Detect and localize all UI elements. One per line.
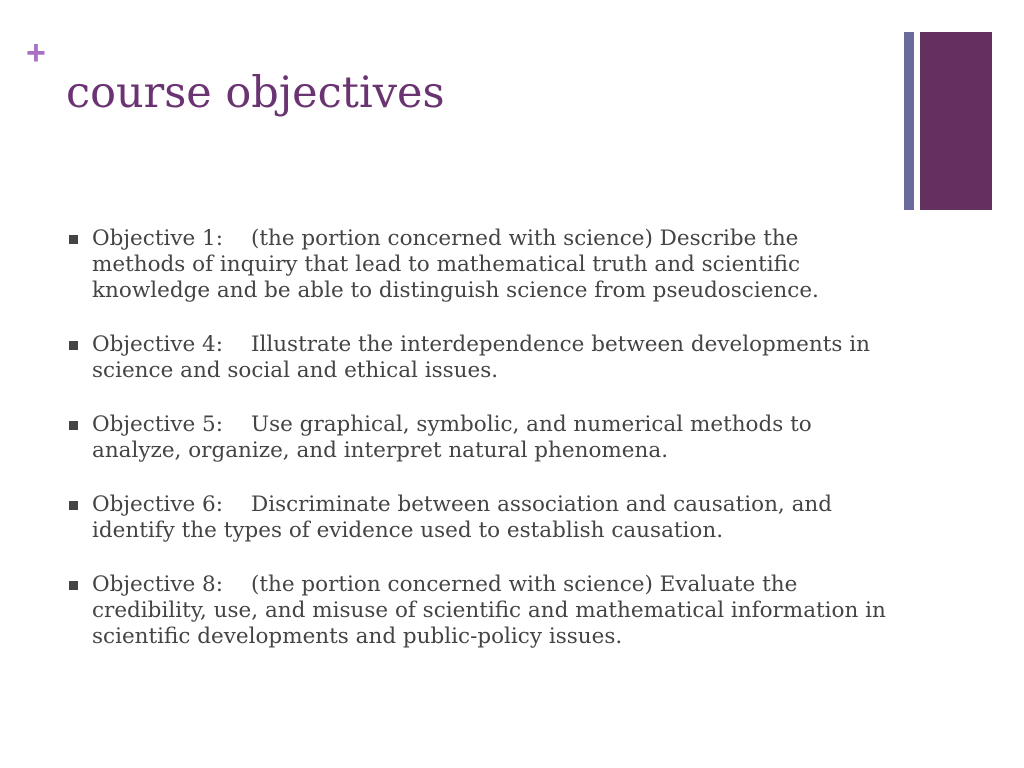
objective-label: Objective 6: xyxy=(92,492,223,517)
objective-text: (the portion concerned with science) Describe the methods of inquiry that lead to mathematical truth and scientific knowledge and be able to distinguish science from pseudoscience. xyxy=(92,226,819,303)
objective-item xyxy=(66,332,896,384)
objective-text: Discriminate between association and causation, and identify the types of evidence used to establish causation. xyxy=(92,492,833,543)
bullet-square-icon xyxy=(69,341,78,350)
accent-bar-thin xyxy=(904,32,914,210)
objective-item xyxy=(66,412,896,464)
objectives-list xyxy=(66,226,896,678)
objective-item xyxy=(66,572,896,650)
objective-label: Objective 4: xyxy=(92,332,223,357)
bullet-square-icon xyxy=(69,581,78,590)
objective-text: Use graphical, symbolic, and numerical methods to analyze, organize, and interpret natural phenomena. xyxy=(92,412,812,463)
objective-text: (the portion concerned with science) Evaluate the credibility, use, and misuse of scientific and mathematical information in scientific developments and public-policy issues. xyxy=(92,572,886,649)
objective-text: Illustrate the interdependence between developments in science and social and ethical issues. xyxy=(92,332,870,383)
bullet-square-icon xyxy=(69,421,78,430)
objective-item xyxy=(66,492,896,544)
bullet-square-icon xyxy=(69,501,78,510)
plus-icon: + xyxy=(26,34,46,72)
objective-item xyxy=(66,226,896,304)
accent-bar-thick xyxy=(920,32,992,210)
slide-title: course objectives xyxy=(66,68,445,118)
objective-label: Objective 8: xyxy=(92,572,223,597)
objective-label: Objective 5: xyxy=(92,412,223,437)
bullet-square-icon xyxy=(69,235,78,244)
objective-label: Objective 1: xyxy=(92,226,223,251)
